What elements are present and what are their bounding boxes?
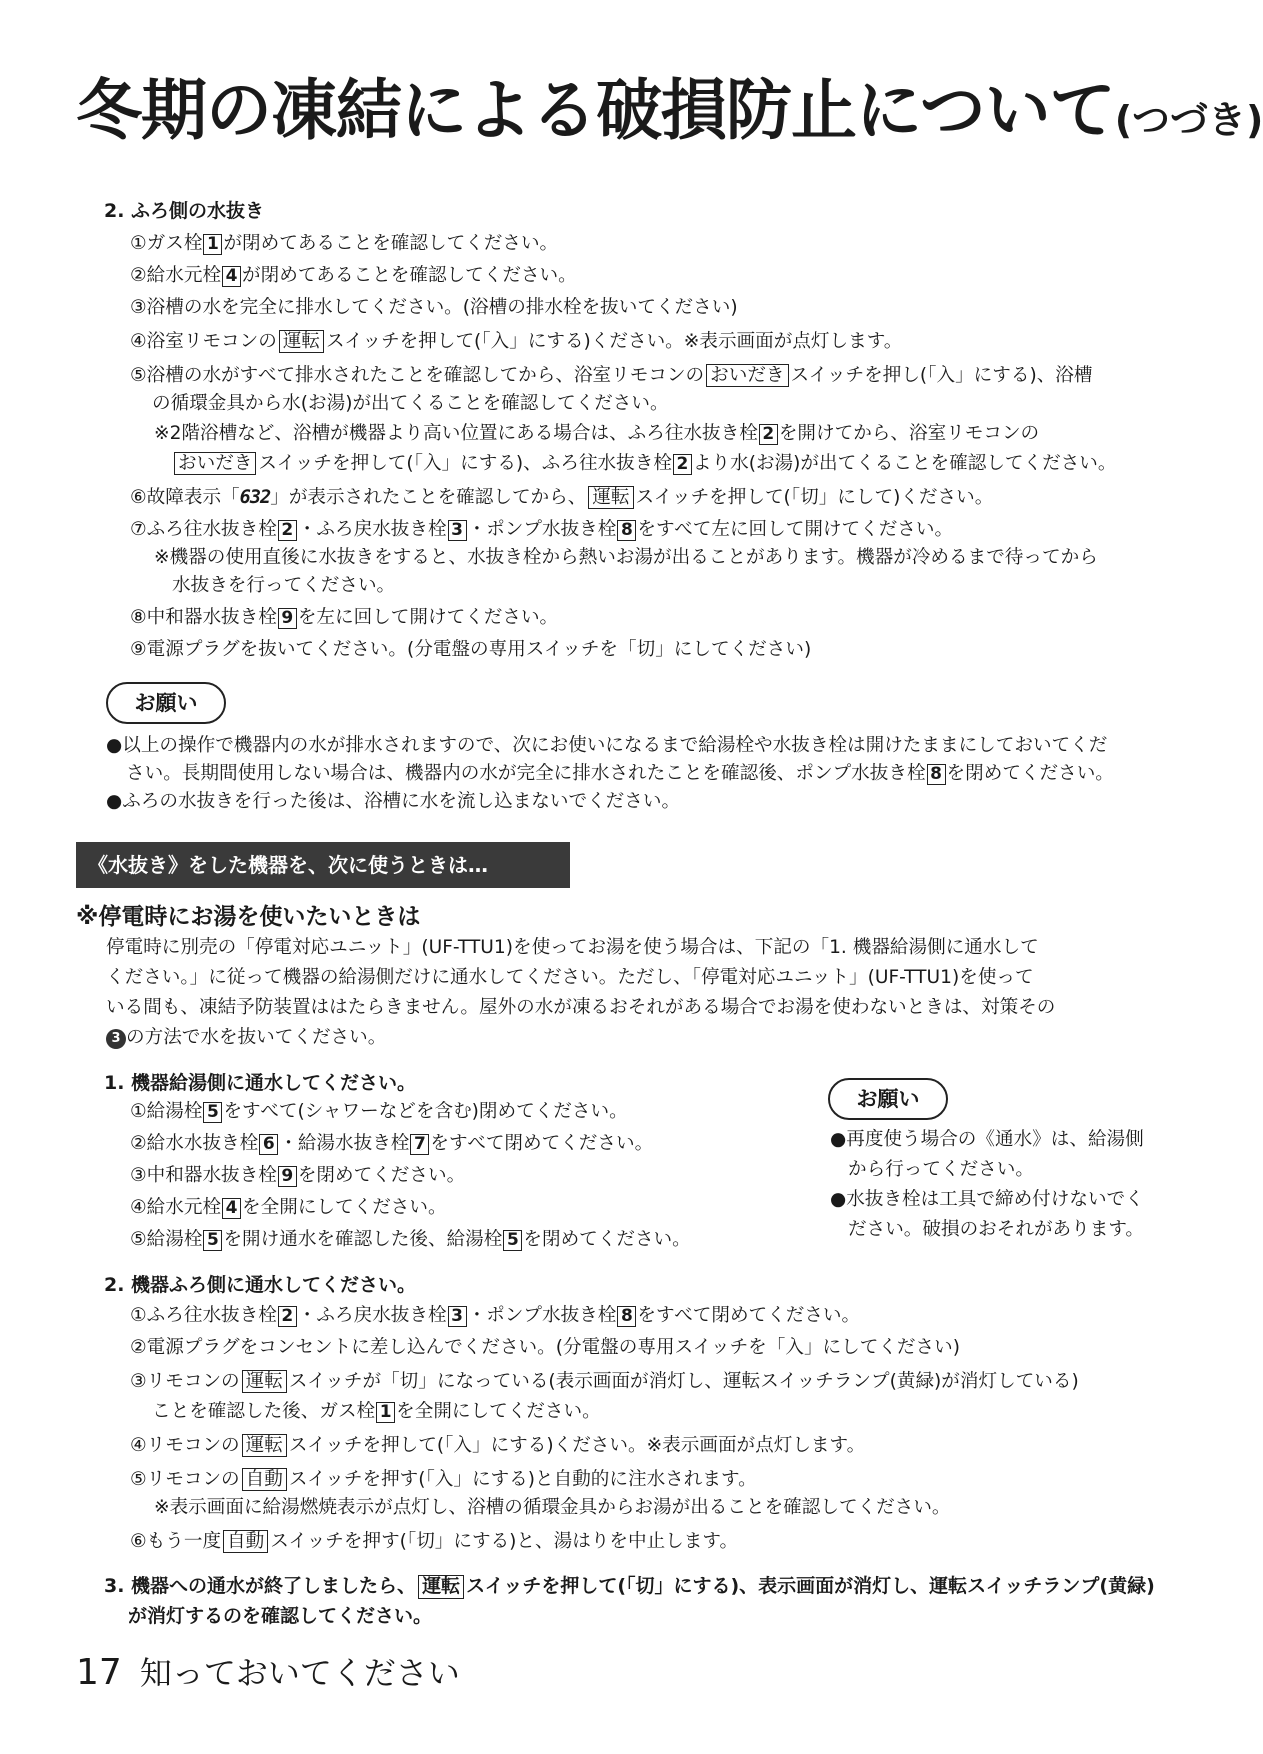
section-heading-bath-fill: 2. 機器ふろ側に通水してください。 <box>104 1274 417 1296</box>
switch-label: 運転 <box>279 330 324 353</box>
valve-number: 5 <box>203 1230 222 1251</box>
section-heading-bath-drain: 2. ふろ側の水抜き <box>104 200 265 222</box>
switch-label: 運転 <box>242 1434 287 1457</box>
valve-number: 3 <box>448 520 467 541</box>
step-line: ①ガス栓 1 が閉めてあることを確認してください。 <box>130 233 559 254</box>
valve-number: 8 <box>617 1306 636 1327</box>
step-line: ②給水元栓 4 が閉めてあることを確認してください。 <box>130 265 577 286</box>
section-heading-finish: 3. 機器への通水が終了しましたら、 運転 スイッチを押して(「切」にする)、表示画面が消灯し、運転スイッチランプ(黄緑) <box>104 1575 1155 1597</box>
step-line: ⑦ふろ往水抜き栓 2 ・ふろ戻水抜き栓 3 ・ポンプ水抜き栓 8 をすべて左に回して開けてください。 <box>130 519 954 540</box>
caution-bullet: ●以上の操作で機器内の水が排水されますので、次にお使いになるまで給湯栓や水抜き栓は開けたままにしておいてくだ <box>106 735 1108 756</box>
switch-label: おいだき <box>706 364 788 387</box>
valve-number: 4 <box>222 266 241 287</box>
note-line: ※機器の使用直後に水抜きをすると、水抜き栓から熱いお湯が出ることがあります。機器が冷めるまで待ってから <box>154 547 1098 568</box>
switch-label: おいだき <box>174 452 256 475</box>
section-banner: 《水抜き》をした機器を、次に使うときは… <box>76 842 570 888</box>
step-line: ②給水水抜き栓 6 ・給湯水抜き栓 7 をすべて閉めてください。 <box>130 1133 654 1154</box>
page-title-sub: (つづき) <box>1114 98 1263 142</box>
valve-number: 4 <box>222 1198 241 1219</box>
step-line: ④リモコンの 運転 スイッチを押して(「入」にする)ください。※表示画面が点灯します。 <box>130 1435 866 1456</box>
page-title <box>76 72 1263 149</box>
caution-bullet: ●ふろの水抜きを行った後は、浴槽に水を流し込まないでください。 <box>106 791 681 812</box>
step-line-cont: ことを確認した後、ガス栓 1 を全開にしてください。 <box>152 1401 601 1422</box>
step-line: ⑧中和器水抜き栓 9 を左に回して開けてください。 <box>130 607 559 628</box>
paragraph-line: ください。」に従って機器の給湯側だけに通水してください。ただし、「停電対応ユニット」(UF-TTU1)を使って <box>106 967 1034 988</box>
step-line: ③中和器水抜き栓 9 を閉めてください。 <box>130 1165 466 1186</box>
note-line: ※表示画面に給湯燃焼表示が点灯し、浴槽の循環金具からお湯が出ることを確認してください。 <box>154 1497 951 1518</box>
step-line: ⑨電源プラグを抜いてください。(分電盤の専用スイッチを「切」にしてください) <box>130 639 812 660</box>
footer-section-title: 知っておいてください <box>139 1654 460 1692</box>
valve-number: 5 <box>503 1230 522 1251</box>
step-line: ⑤浴槽の水がすべて排水されたことを確認してから、浴室リモコンの おいだき スイッチを押し(「入」にする)、浴槽 <box>130 365 1093 386</box>
step-line: ③浴槽の水を完全に排水してください。(浴槽の排水栓を抜いてください) <box>130 297 738 318</box>
switch-label: 自動 <box>242 1468 287 1491</box>
power-outage-heading: ※停電時にお湯を使いたいときは <box>76 904 421 930</box>
valve-number: 1 <box>376 1402 395 1423</box>
step-line: ③リモコンの 運転 スイッチが「切」になっている(表示画面が消灯し、運転スイッチランプ(黄緑)が消灯している) <box>130 1371 1079 1392</box>
step-line-cont: の循環金具から水(お湯)が出てくることを確認してください。 <box>152 393 669 414</box>
note-line-cont: 水抜きを行ってください。 <box>172 575 396 596</box>
switch-label: 運転 <box>588 486 633 509</box>
onegai-badge: お願い <box>106 682 226 724</box>
caution-bullet-cont: から行ってください。 <box>848 1159 1034 1180</box>
valve-number: 1 <box>203 234 222 255</box>
paragraph-line: 停電時に別売の「停電対応ユニット」(UF-TTU1)を使ってお湯を使う場合は、下記の「1. 機器給湯側に通水して <box>106 937 1039 958</box>
valve-number: 2 <box>278 520 297 541</box>
step-line: ⑤給湯栓 5 を開け通水を確認した後、給湯栓 5 を閉めてください。 <box>130 1229 691 1250</box>
note-line-cont: おいだき スイッチを押して(「入」にする)、ふろ往水抜き栓 2 より水(お湯)が出てくることを確認してください。 <box>172 450 1117 479</box>
caution-bullet: ●水抜き栓は工具で締め付けないでく <box>830 1189 1144 1210</box>
switch-label: 運転 <box>242 1370 287 1393</box>
valve-number: 8 <box>927 764 946 785</box>
valve-number: 6 <box>259 1134 278 1155</box>
section-heading-finish-cont: が消灯するのを確認してください。 <box>128 1605 433 1627</box>
valve-number: 9 <box>278 1166 297 1187</box>
step-line: ⑤リモコンの 自動 スイッチを押す(「入」にする)と自動的に注水されます。 <box>130 1469 757 1490</box>
valve-number: 9 <box>278 608 297 629</box>
caution-bullet-cont: さい。長期間使用しない場合は、機器内の水が完全に排水されたことを確認後、ポンプ水抜き栓 8 を閉めてください。 <box>126 763 1114 784</box>
switch-label: 自動 <box>223 1530 268 1553</box>
page-title-main: 冬期の凍結による破損防止について <box>76 72 1115 149</box>
valve-number: 7 <box>410 1134 429 1155</box>
valve-number: 2 <box>759 424 778 445</box>
step-line: ①ふろ往水抜き栓 2 ・ふろ戻水抜き栓 3 ・ポンプ水抜き栓 8 をすべて閉めてください。 <box>130 1305 861 1326</box>
valve-number: 3 <box>448 1306 467 1327</box>
valve-number: 2 <box>673 454 692 475</box>
page-footer <box>76 1648 460 1694</box>
switch-label: 運転 <box>418 1575 464 1599</box>
valve-number: 2 <box>278 1306 297 1327</box>
note-line: ※2階浴槽など、浴槽が機器より高い位置にある場合は、ふろ往水抜き栓 2 を開けてから、浴室リモコンの <box>154 423 1040 444</box>
paragraph-line: いる間も、凍結予防装置ははたらきません。屋外の水が凍るおそれがある場合でお湯を使わないときは、対策その <box>106 997 1056 1018</box>
caution-bullet-cont: ださい。破損のおそれがあります。 <box>848 1219 1145 1240</box>
page-number: 17 <box>76 1652 122 1693</box>
caution-bullet: ●再度使う場合の《通水》は、給湯側 <box>830 1129 1144 1150</box>
section-heading-supply: 1. 機器給湯側に通水してください。 <box>104 1072 417 1094</box>
valve-number: 5 <box>203 1102 222 1123</box>
step-line: ⑥故障表示「632」が表示されたことを確認してから、 運転 スイッチを押して(「切」にして)ください。 <box>130 484 993 513</box>
onegai-badge: お願い <box>828 1078 948 1120</box>
step-line: ④浴室リモコンの 運転 スイッチを押して(「入」にする)ください。※表示画面が点灯します。 <box>130 331 903 352</box>
step-line: ⑥もう一度 自動 スイッチを押す(「切」にする)と、湯はりを中止します。 <box>130 1531 739 1552</box>
step-line: ④給水元栓 4 を全開にしてください。 <box>130 1197 447 1218</box>
step-line: ①給湯栓 5 をすべて(シャワーなどを含む)閉めてください。 <box>130 1101 628 1122</box>
paragraph-line: 3 の方法で水を抜いてください。 <box>106 1024 386 1053</box>
step-line: ②電源プラグをコンセントに差し込んでください。(分電盤の専用スイッチを「入」にしてください) <box>130 1337 960 1358</box>
error-code-display: 632 <box>239 487 271 508</box>
circled-number-icon: 3 <box>106 1029 126 1049</box>
valve-number: 8 <box>617 520 636 541</box>
